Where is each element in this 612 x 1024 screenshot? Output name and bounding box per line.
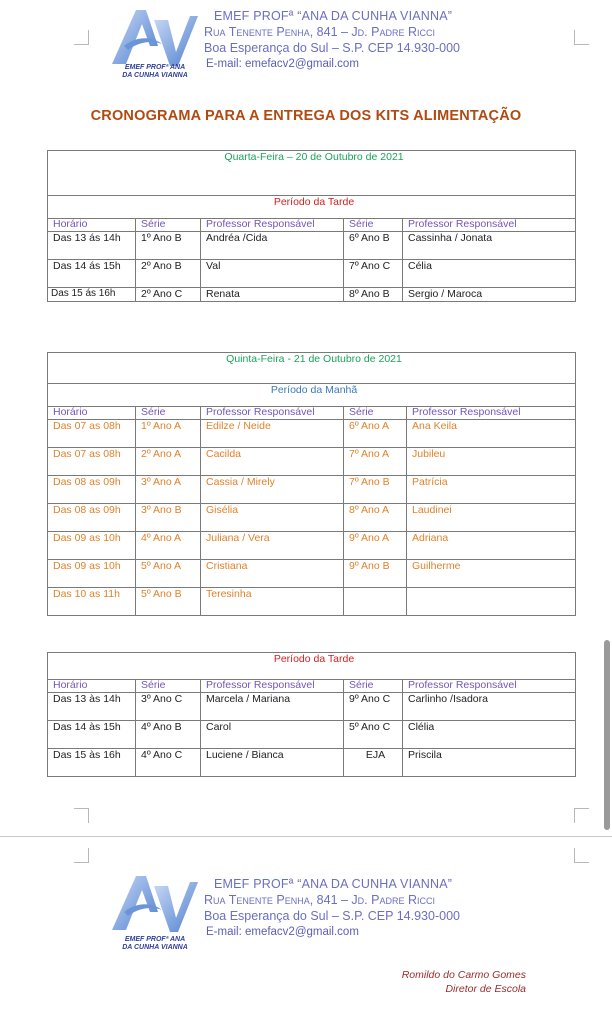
scrollbar-thumb[interactable] <box>604 640 610 830</box>
table-row: Das 08 as 09h 3º Ano B Gisélia 8º Ano A Laudinei <box>48 504 576 532</box>
header-serie: Série <box>136 219 201 232</box>
table-header <box>48 407 576 420</box>
table-row: Das 13 ás 14h 1º Ano B Andréa /Cida 6º Ano B Cassinha / Jonata <box>48 232 576 260</box>
table-row: Das 09 as 10h 4º Ano A Juliana / Vera 9º Ano A Adriana <box>48 532 576 560</box>
school-address: Rua Tenente Penha, 841 – Jd. Padre Ricci <box>204 893 435 907</box>
crop-mark <box>74 808 89 823</box>
crop-mark <box>74 848 89 863</box>
signature-name: Romildo do Carmo Gomes <box>401 969 526 981</box>
header-professor: Professor Responsável <box>201 680 344 693</box>
thursday-afternoon-table <box>47 652 576 777</box>
school-info <box>204 8 460 72</box>
crop-mark <box>574 808 589 823</box>
table-row: Das 14 às 15h 4º Ano B Carol 5º Ano C Clélia <box>48 721 576 749</box>
header-serie: Série <box>136 680 201 693</box>
table-row: Das 10 as 11h 5º Ano B Teresinha <box>48 588 576 616</box>
header-serie: Série <box>344 680 403 693</box>
signature-block <box>380 968 526 996</box>
school-name: EMEF PROFª “ANA DA CUNHA VIANNA” <box>214 877 453 891</box>
table-row: Das 14 ás 15h 2º Ano B Val 7º Ano C Célia <box>48 260 576 288</box>
table-row: Das 07 as 08h 1º Ano A Edilze / Neide 6º Ano A Ana Keila <box>48 420 576 448</box>
school-info <box>204 876 460 940</box>
school-city: Boa Esperança do Sul – S.P. CEP 14.930-000 <box>204 909 460 923</box>
header-serie: Série <box>136 407 201 420</box>
header-professor: Professor Responsável <box>201 407 344 420</box>
table-row: Das 08 as 09h 3º Ano A Cassia / Mirely 7º Ano B Patrícia <box>48 476 576 504</box>
table-row: Das 13 às 14h 3º Ano C Marcela / Mariana 9º Ano C Carlinho /Isadora <box>48 693 576 721</box>
table-header <box>48 219 576 232</box>
header-professor: Professor Responsável <box>201 219 344 232</box>
header-professor: Professor Responsável <box>403 680 576 693</box>
wednesday-period: Período da Tarde <box>48 196 576 219</box>
school-address: Rua Tenente Penha, 841 – Jd. Padre Ricci <box>204 25 435 39</box>
school-name: EMEF PROFª “ANA DA CUNHA VIANNA” <box>214 9 453 23</box>
table-row: Das 15 às 16h 4º Ano C Luciene / Bianca EJA Priscila <box>48 749 576 777</box>
school-city: Boa Esperança do Sul – S.P. CEP 14.930-000 <box>204 41 460 55</box>
document-title: CRONOGRAMA PARA A ENTREGA DOS KITS ALIMENTAÇÃO <box>90 108 522 124</box>
table-row: Das 09 as 10h 5º Ano A Cristiana 9º Ano B Guilherme <box>48 560 576 588</box>
table-row: Das 07 as 08h 2º Ano A Cacilda 7º Ano A Jubileu <box>48 448 576 476</box>
thursday-afternoon-period: Período da Tarde <box>48 653 576 680</box>
wednesday-table <box>47 150 576 302</box>
header-horario: Horário <box>48 407 136 420</box>
thursday-morning-period: Período da Manhã <box>48 384 576 407</box>
header-professor: Professor Responsável <box>403 219 576 232</box>
school-logo <box>106 6 202 86</box>
signature-role: Diretor de Escola <box>445 983 526 995</box>
school-email: E-mail: emefacv2@gmail.com <box>206 926 359 938</box>
crop-mark <box>574 30 589 45</box>
logo-caption: EMEF PROFª ANA DA CUNHA VIANNA <box>122 936 188 951</box>
crop-mark <box>74 30 89 45</box>
header-professor: Professor Responsável <box>407 407 576 420</box>
table-header <box>48 680 576 693</box>
header-serie: Série <box>344 407 407 420</box>
thursday-day-title: Quinta-Feira - 21 de Outubro de 2021 <box>48 353 576 384</box>
header-horario: Horário <box>48 219 136 232</box>
thursday-morning-table <box>47 352 576 616</box>
table-row: Das 15 ás 16h 2º Ano C Renata 8º Ano B Sergio / Maroca <box>48 288 576 302</box>
school-logo <box>106 872 202 952</box>
page-separator <box>0 836 612 837</box>
header-serie: Série <box>344 219 403 232</box>
wednesday-day-title: Quarta-Feira – 20 de Outubro de 2021 <box>48 151 576 196</box>
crop-mark <box>574 848 589 863</box>
header-horario: Horário <box>48 680 136 693</box>
logo-caption: EMEF PROFª ANA DA CUNHA VIANNA <box>122 64 188 79</box>
school-email: E-mail: emefacv2@gmail.com <box>206 58 359 70</box>
